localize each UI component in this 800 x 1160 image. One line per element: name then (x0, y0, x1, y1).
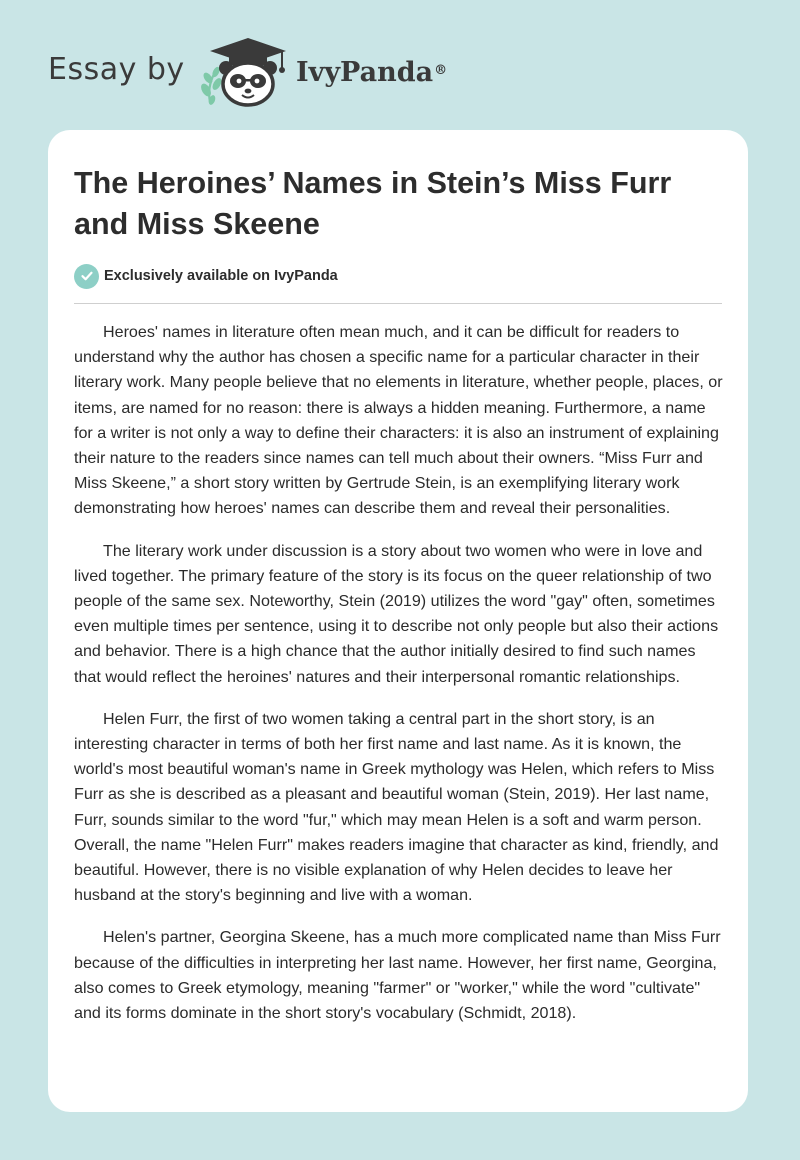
brand-wordmark: IvyPanda (296, 57, 434, 88)
check-circle-icon (74, 264, 99, 289)
page-title: The Heroines’ Names in Stein’s Miss Furr and Miss Skeene (74, 166, 672, 241)
divider (74, 303, 722, 304)
essay-by-label: Essay by (48, 52, 185, 87)
exclusive-label: Exclusively available on IvyPanda (104, 268, 338, 284)
essay-body (74, 320, 725, 1043)
paragraph: Helen Furr, the first of two women taking a central part in the short story, is an interesting character in terms of both her first name and last name. As it is known, the world's most beautiful woman's name in Greek mythology was Helen, which refers to Miss Furr as she is described as a pleasant and beautiful woman (Stein, 2019). Her last name, Furr, sounds similar to the word "fur," which may mean Helen is a soft and warm person. Overall, the name "Helen Furr" makes readers imagine that character as kind, friendly, and beautiful. However, there is no visible explanation of why Helen decides to leave her husband at the story's beginning and live with a woman. (74, 709, 719, 905)
panda-graduate-logo-icon[interactable] (198, 34, 298, 108)
registered-mark: ® (434, 63, 448, 78)
paragraph: Heroes' names in literature often mean much, and it can be difficult for readers to understand why the author has chosen a specific name for a particular character in their literary work. Many people believe that no elements in literature, whether people, places, or items, are named for no reason: there is always a hidden meaning. Furthermore, a name for a writer is not only a way to define their characters: it is also an instrument of explaining their nature to the readers since names can tell much about their owners. “Miss Furr and Miss Skeene,” a short story written by Gertrude Stein, is an exemplifying literary work demonstrating how heroes' names can describe them and reveal their personalities. (74, 323, 723, 518)
exclusive-badge (74, 263, 338, 289)
brand-name[interactable] (296, 56, 447, 90)
site-header (0, 0, 800, 130)
paragraph: Helen's partner, Georgina Skeene, has a much more complicated name than Miss Furr because of the difficulties in interpreting her last name. However, her first name, Georgina, also comes to Greek etymology, meaning "farmer" or "worker," while the word "cultivate" and its forms dominate in the short story's vocabulary (Schmidt, 2018). (74, 928, 721, 1023)
essay-card (48, 130, 748, 1112)
paragraph: The literary work under discussion is a story about two women who were in love and lived together. The primary feature of the story is its focus on the queer relationship of two people of the same sex. Noteworthy, Stein (2019) utilizes the word "gay" often, sometimes even multiple times per sentence, using it to describe not only people but also their actions and behavior. There is a high chance that the author initially desired to find such names that would reflect the heroines' natures and their interpersonal romantic relationships. (74, 541, 719, 686)
